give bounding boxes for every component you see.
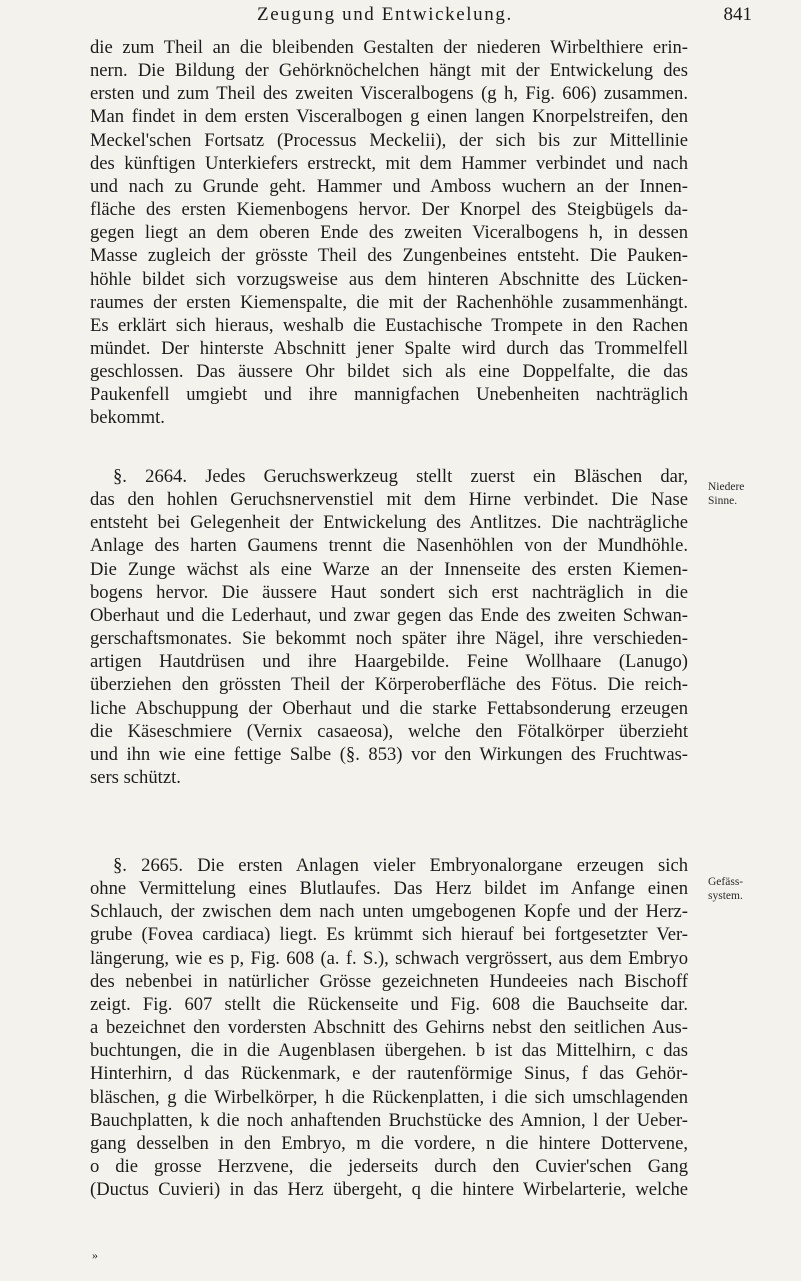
text-line: Es erklärt sich hieraus, weshalb die Eustachische Trompete in den Rachen bbox=[90, 314, 688, 336]
header-title: Zeugung und Entwickelung. bbox=[257, 4, 513, 25]
text-line: artigen Hautdrüsen und ihre Haargebilde. Feine Wollhaare (Lanugo) bbox=[90, 651, 688, 673]
text-line: Meckel'schen Fortsatz (Processus Meckelii), der sich bis zur Mittellinie bbox=[90, 129, 688, 151]
text-line: ersten und zum Theil des zweiten Visceralbogens (g h, Fig. 606) zusammen. bbox=[90, 83, 688, 105]
margin-note-niedere-sinne bbox=[708, 480, 744, 508]
text-line: liche Abschuppung der Oberhaut und die starke Fettabsonderung erzeugen bbox=[90, 697, 688, 719]
text-line: nern. Die Bildung der Gehörknöchelchen hängt mit der Entwickelung des bbox=[90, 60, 688, 82]
text-line: a bezeichnet den vordersten Abschnitt des Gehirns nebst den seitlichen Aus- bbox=[90, 1017, 688, 1039]
text-line: das den hohlen Geruchsnervenstiel mit dem Hirne verbindet. Die Nase bbox=[90, 489, 688, 511]
text-line: buchtungen, die in die Augenblasen übergehen. b ist das Mittelhirn, c das bbox=[90, 1040, 688, 1062]
text-line: Anlage des harten Gaumens trennt die Nasenhöhlen von der Mundhöhle. bbox=[90, 535, 688, 557]
text-line: gegen liegt an dem oberen Ende des zweiten Viceralbogens h, in dessen bbox=[90, 222, 688, 244]
text-line: mündet. Der hinterste Abschnitt jener Spalte wird durch das Trommelfell bbox=[90, 337, 688, 359]
text-line: Man findet in dem ersten Visceralbogen g einen langen Knorpelstreifen, den bbox=[90, 106, 688, 128]
text-line: bläschen, g die Wirbelkörper, h die Rückenplatten, i die sich umschlagenden bbox=[90, 1086, 688, 1108]
margin-note-gefaesssystem bbox=[708, 875, 743, 903]
text-line: Oberhaut und die Lederhaut, und zwar gegen das Ende des zweiten Schwan- bbox=[90, 604, 688, 626]
text-line: die zum Theil an die bleibenden Gestalten der niederen Wirbelthiere erin- bbox=[90, 37, 688, 58]
corner-mark: » bbox=[92, 1248, 98, 1262]
margin-note-line: Niedere bbox=[708, 481, 745, 493]
text-line: ohne Vermittelung eines Blutlaufes. Das Herz bildet im Anfange einen bbox=[90, 878, 688, 900]
text-line: die Käseschmiere (Vernix casaeosa), welche den Fötalkörper überzieht bbox=[90, 720, 688, 742]
text-line: (Ductus Cuvieri) in das Herz übergeht, q die hintere Wirbelarterie, welche bbox=[90, 1179, 688, 1201]
margin-note-line: Gefäss- bbox=[708, 876, 744, 888]
margin-note-line: Sinne. bbox=[708, 495, 738, 507]
text-line: gerschaftsmonates. Sie bekommt noch später ihre Nägel, ihre verschieden- bbox=[90, 628, 688, 650]
text-line: bogens hervor. Die äussere Haut sondert sich erst nachträglich in die bbox=[90, 581, 688, 603]
text-line: sers schützt. bbox=[90, 766, 181, 788]
text-line: raumes der ersten Kiemenspalte, die mit der Rachenhöhle zusammenhängt. bbox=[90, 291, 688, 313]
text-line: §. 2665. Die ersten Anlagen vieler Embryonalorgane erzeugen sich bbox=[113, 855, 688, 876]
text-line: o die grosse Herzvene, die jederseits durch den Cuvier'schen Gang bbox=[90, 1155, 688, 1177]
text-line: §. 2664. Jedes Geruchswerkzeug stellt zuerst ein Bläschen dar, bbox=[113, 466, 688, 487]
text-line: und ihn wie eine fettige Salbe (§. 853) vor den Wirkungen des Fruchtwas- bbox=[90, 743, 688, 765]
text-line: bekommt. bbox=[90, 407, 165, 429]
text-line: Die Zunge wächst als eine Warze an der Innenseite des ersten Kiemen- bbox=[90, 558, 688, 580]
text-line: längerung, wie es p, Fig. 608 (a. f. S.), schwach vergrössert, aus dem Embryo bbox=[90, 947, 688, 969]
text-line: Schlauch, der zwischen dem nach unten umgebogenen Kopfe und der Herz- bbox=[90, 901, 688, 923]
text-line: fläche des ersten Kiemenbogens hervor. Der Knorpel des Steigbügels da- bbox=[90, 199, 688, 221]
page-number: 841 bbox=[723, 4, 752, 25]
text-line: entsteht bei Gelegenheit der Entwickelung des Antlitzes. Die nachträgliche bbox=[90, 512, 688, 534]
text-line: höhle bildet sich vorzugsweise aus dem hinteren Abschnitte des Lücken- bbox=[90, 268, 688, 290]
text-line: Masse zugleich der grösste Theil des Zungenbeines entsteht. Die Pauken- bbox=[90, 245, 688, 267]
text-line: Paukenfell umgiebt und ihre mannigfachen Unebenheiten nachträglich bbox=[90, 384, 688, 406]
text-line: Hinterhirn, d das Rückenmark, e der rautenförmige Sinus, f das Gehör- bbox=[90, 1063, 688, 1085]
text-line: überziehen den grössten Theil der Körperoberfläche des Fötus. Die reich- bbox=[90, 674, 688, 696]
text-line: des nebenbei in natürlicher Grösse gezeichneten Hundeeies nach Bischoff bbox=[90, 970, 688, 992]
text-line: zeigt. Fig. 607 stellt die Rückenseite und Fig. 608 die Bauchseite dar. bbox=[90, 993, 688, 1015]
text-line: grube (Fovea cardiaca) liegt. Es krümmt sich hierauf bei fortgesetzter Ver- bbox=[90, 924, 688, 946]
text-line: gang desselben in den Embryo, m die vordere, n die hintere Dottervene, bbox=[90, 1132, 688, 1154]
running-header bbox=[92, 4, 752, 34]
text-line: Bauchplatten, k die noch anhaftenden Bruchstücke des Amnion, l der Ueber- bbox=[90, 1109, 688, 1131]
text-line: des künftigen Unterkiefers erstreckt, mit dem Hammer verbindet und nach bbox=[90, 152, 688, 174]
text-line: und nach zu Grunde geht. Hammer und Amboss wuchern an der Innen- bbox=[90, 175, 688, 197]
text-line: geschlossen. Das äussere Ohr bildet sich als eine Doppelfalte, die das bbox=[90, 361, 688, 383]
margin-note-line: system. bbox=[708, 890, 743, 902]
